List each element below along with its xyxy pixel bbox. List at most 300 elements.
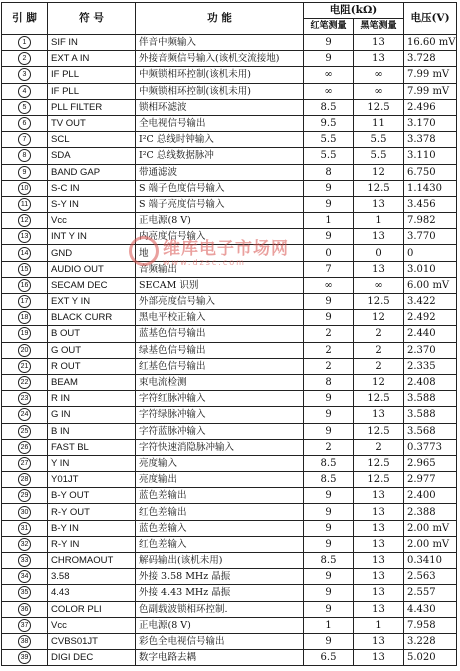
voltage-cell: 0: [404, 245, 457, 261]
red-probe-cell: ∞: [304, 83, 354, 99]
red-probe-cell: ∞: [304, 277, 354, 293]
function-cell: 字符快速消隐脉冲输入: [136, 439, 304, 455]
red-probe-cell: 9: [304, 51, 354, 67]
symbol-cell: 4.43: [48, 585, 136, 601]
table-row: [2, 115, 457, 131]
pin-number-badge: 37: [18, 619, 31, 632]
pin-number-badge: 4: [18, 85, 31, 98]
pin-number-badge: 19: [18, 327, 31, 340]
voltage-cell: 3.456: [404, 196, 457, 212]
function-cell: 正电源(8 V): [136, 617, 304, 633]
symbol-cell: Vcc: [48, 617, 136, 633]
header-function: 功 能: [136, 3, 304, 35]
function-cell: 带通滤波: [136, 164, 304, 180]
pin-cell: [2, 35, 48, 51]
function-cell: 字符绿脉冲输入: [136, 407, 304, 423]
red-probe-cell: 9: [304, 196, 354, 212]
black-probe-cell: 13: [354, 650, 404, 666]
pin-number-badge: 10: [18, 182, 31, 195]
voltage-cell: 3.378: [404, 132, 457, 148]
voltage-cell: 2.00 mV: [404, 536, 457, 552]
voltage-cell: 2.400: [404, 488, 457, 504]
symbol-cell: Vcc: [48, 213, 136, 229]
symbol-cell: GND: [48, 245, 136, 261]
pin-cell: [2, 342, 48, 358]
function-cell: 蓝基色信号输出: [136, 326, 304, 342]
table-row: [2, 245, 457, 261]
function-cell: 亮度输入: [136, 455, 304, 471]
pin-cell: [2, 261, 48, 277]
pin-cell: [2, 472, 48, 488]
symbol-cell: B OUT: [48, 326, 136, 342]
function-cell: 地: [136, 245, 304, 261]
symbol-cell: S-C IN: [48, 180, 136, 196]
red-probe-cell: 1: [304, 617, 354, 633]
voltage-cell: 3.588: [404, 391, 457, 407]
voltage-cell: 2.440: [404, 326, 457, 342]
pin-number-badge: 18: [18, 311, 31, 324]
function-cell: SECAM 识别: [136, 277, 304, 293]
black-probe-cell: 12.5: [354, 455, 404, 471]
table-row: [2, 164, 457, 180]
function-cell: 红色差输出: [136, 504, 304, 520]
header-voltage: 电压(V): [404, 3, 457, 35]
red-probe-cell: 8.5: [304, 455, 354, 471]
black-probe-cell: 13: [354, 35, 404, 51]
symbol-cell: IF PLL: [48, 83, 136, 99]
pin-cell: [2, 148, 48, 164]
function-cell: 字符红脉冲输入: [136, 391, 304, 407]
table-body: [2, 35, 457, 666]
pin-cell: [2, 51, 48, 67]
pin-number-badge: 7: [18, 133, 31, 146]
symbol-cell: SDA: [48, 148, 136, 164]
pin-number-badge: 17: [18, 295, 31, 308]
function-cell: 内亮度信号输入: [136, 229, 304, 245]
pin-cell: [2, 310, 48, 326]
voltage-cell: 2.977: [404, 472, 457, 488]
red-probe-cell: 9: [304, 520, 354, 536]
function-cell: 数字电路去耦: [136, 650, 304, 666]
pin-cell: [2, 633, 48, 649]
pin-cell: [2, 488, 48, 504]
function-cell: 中频锁相环控制(该机未用): [136, 67, 304, 83]
red-probe-cell: 2: [304, 342, 354, 358]
header-red-probe: 红笔测量: [304, 19, 354, 35]
pin-cell: [2, 553, 48, 569]
black-probe-cell: 2: [354, 439, 404, 455]
table-row: [2, 423, 457, 439]
red-probe-cell: 7: [304, 261, 354, 277]
pin-number-badge: 34: [18, 570, 31, 583]
voltage-cell: 3.170: [404, 115, 457, 131]
table-row: [2, 439, 457, 455]
table-header: [2, 3, 457, 35]
pin-number-badge: 9: [18, 166, 31, 179]
black-probe-cell: 13: [354, 488, 404, 504]
black-probe-cell: 13: [354, 504, 404, 520]
table-row: [2, 553, 457, 569]
watermark-title: 维库电子市场网: [163, 239, 289, 259]
black-probe-cell: 12: [354, 310, 404, 326]
pin-number-badge: 26: [18, 441, 31, 454]
pin-cell: [2, 601, 48, 617]
pin-number-badge: 35: [18, 586, 31, 599]
pin-cell: [2, 83, 48, 99]
symbol-cell: G OUT: [48, 342, 136, 358]
voltage-cell: 0.3410: [404, 553, 457, 569]
pin-cell: [2, 67, 48, 83]
table-row: [2, 261, 457, 277]
pin-cell: [2, 520, 48, 536]
black-probe-cell: 12.5: [354, 391, 404, 407]
voltage-cell: 3.010: [404, 261, 457, 277]
pin-number-badge: 20: [18, 344, 31, 357]
symbol-cell: G IN: [48, 407, 136, 423]
pin-number-badge: 1: [18, 36, 31, 49]
black-probe-cell: 12.5: [354, 423, 404, 439]
voltage-cell: 3.422: [404, 294, 457, 310]
red-probe-cell: 6.5: [304, 650, 354, 666]
table-row: [2, 488, 457, 504]
pin-number-badge: 14: [18, 247, 31, 260]
voltage-cell: 2.370: [404, 342, 457, 358]
red-probe-cell: 9: [304, 601, 354, 617]
red-probe-cell: 1: [304, 213, 354, 229]
function-cell: 蓝色差输入: [136, 520, 304, 536]
voltage-cell: 6.00 mV: [404, 277, 457, 293]
red-probe-cell: 9: [304, 504, 354, 520]
function-cell: 全电视信号输出: [136, 115, 304, 131]
pin-cell: [2, 196, 48, 212]
symbol-cell: B-Y IN: [48, 520, 136, 536]
voltage-cell: 7.958: [404, 617, 457, 633]
pin-cell: [2, 536, 48, 552]
symbol-cell: 3.58: [48, 569, 136, 585]
voltage-cell: 0.3773: [404, 439, 457, 455]
pin-number-badge: 25: [18, 425, 31, 438]
red-probe-cell: 9: [304, 391, 354, 407]
red-probe-cell: 9: [304, 536, 354, 552]
pin-cell: [2, 180, 48, 196]
table-row: [2, 520, 457, 536]
black-probe-cell: 13: [354, 601, 404, 617]
black-probe-cell: ∞: [354, 277, 404, 293]
table-row: [2, 213, 457, 229]
black-probe-cell: 13: [354, 633, 404, 649]
symbol-cell: SIF IN: [48, 35, 136, 51]
symbol-cell: R-Y IN: [48, 536, 136, 552]
function-cell: 黑电平校正输入: [136, 310, 304, 326]
pin-number-badge: 2: [18, 52, 31, 65]
pin-number-badge: 27: [18, 457, 31, 470]
pin-number-badge: 31: [18, 522, 31, 535]
symbol-cell: B IN: [48, 423, 136, 439]
pin-number-badge: 29: [18, 489, 31, 502]
function-cell: 外接音频信号输入(该机交流接地): [136, 51, 304, 67]
pin-number-badge: 23: [18, 392, 31, 405]
pin-cell: [2, 164, 48, 180]
function-cell: 外接 3.58 MHz 晶振: [136, 569, 304, 585]
voltage-cell: 2.496: [404, 99, 457, 115]
function-cell: 绿基色信号输出: [136, 342, 304, 358]
voltage-cell: 3.568: [404, 423, 457, 439]
table-row: [2, 180, 457, 196]
symbol-cell: CVBS01JT: [48, 633, 136, 649]
black-probe-cell: 5.5: [354, 132, 404, 148]
pin-cell: [2, 132, 48, 148]
black-probe-cell: 12.5: [354, 99, 404, 115]
table-row: [2, 196, 457, 212]
table-row: [2, 472, 457, 488]
function-cell: 锁相环滤波: [136, 99, 304, 115]
symbol-cell: R IN: [48, 391, 136, 407]
voltage-cell: 16.60 mV: [404, 35, 457, 51]
header-pin: 引 脚: [2, 3, 48, 35]
table-row: [2, 569, 457, 585]
black-probe-cell: 12.5: [354, 180, 404, 196]
symbol-cell: B-Y OUT: [48, 488, 136, 504]
pin-cell: [2, 650, 48, 666]
red-probe-cell: 8.5: [304, 553, 354, 569]
pin-cell: [2, 277, 48, 293]
pin-cell: [2, 569, 48, 585]
black-probe-cell: 11: [354, 115, 404, 131]
red-probe-cell: 9.5: [304, 115, 354, 131]
pin-number-badge: 30: [18, 506, 31, 519]
voltage-cell: 7.99 mV: [404, 67, 457, 83]
voltage-cell: 2.408: [404, 374, 457, 390]
black-probe-cell: 12.5: [354, 472, 404, 488]
black-probe-cell: 13: [354, 553, 404, 569]
black-probe-cell: ∞: [354, 67, 404, 83]
pin-function-table: [1, 2, 457, 666]
symbol-cell: DIGI DEC: [48, 650, 136, 666]
black-probe-cell: 0: [354, 245, 404, 261]
voltage-cell: 6.750: [404, 164, 457, 180]
pin-number-badge: 28: [18, 473, 31, 486]
voltage-cell: 3.110: [404, 148, 457, 164]
voltage-cell: 2.557: [404, 585, 457, 601]
header-resistance: 电阻(kΩ): [304, 3, 404, 19]
table-row: [2, 229, 457, 245]
symbol-cell: COLOR PLI: [48, 601, 136, 617]
black-probe-cell: 13: [354, 585, 404, 601]
symbol-cell: EXT Y IN: [48, 294, 136, 310]
red-probe-cell: 9: [304, 569, 354, 585]
red-probe-cell: 2: [304, 358, 354, 374]
pin-cell: [2, 213, 48, 229]
table-row: [2, 455, 457, 471]
black-probe-cell: 13: [354, 51, 404, 67]
voltage-cell: 4.430: [404, 601, 457, 617]
pin-cell: [2, 585, 48, 601]
table-row: [2, 51, 457, 67]
red-probe-cell: 9: [304, 585, 354, 601]
function-cell: 亮度输出: [136, 472, 304, 488]
function-cell: 音频输出: [136, 261, 304, 277]
table-row: [2, 374, 457, 390]
black-probe-cell: 13: [354, 229, 404, 245]
function-cell: 外接 4.43 MHz 晶振: [136, 585, 304, 601]
table-row: [2, 294, 457, 310]
red-probe-cell: 9: [304, 294, 354, 310]
red-probe-cell: 9: [304, 423, 354, 439]
table-row: [2, 342, 457, 358]
voltage-cell: 2.388: [404, 504, 457, 520]
symbol-cell: IF PLL: [48, 67, 136, 83]
red-probe-cell: 9: [304, 35, 354, 51]
table-row: [2, 504, 457, 520]
pin-number-badge: 38: [18, 635, 31, 648]
table-row: [2, 585, 457, 601]
black-probe-cell: 1: [354, 617, 404, 633]
black-probe-cell: 13: [354, 196, 404, 212]
function-cell: 蓝色差输出: [136, 488, 304, 504]
function-cell: 正电源(8 V): [136, 213, 304, 229]
symbol-cell: BEAM: [48, 374, 136, 390]
pin-number-badge: 3: [18, 68, 31, 81]
function-cell: 彩色全电视信号输出: [136, 633, 304, 649]
black-probe-cell: 12: [354, 374, 404, 390]
pin-cell: [2, 391, 48, 407]
symbol-cell: Y IN: [48, 455, 136, 471]
table-row: [2, 536, 457, 552]
black-probe-cell: 12.5: [354, 294, 404, 310]
symbol-cell: SCL: [48, 132, 136, 148]
function-cell: I²C 总线数据脉冲: [136, 148, 304, 164]
pin-number-badge: 11: [18, 198, 31, 211]
voltage-cell: 1.1430: [404, 180, 457, 196]
pin-cell: [2, 374, 48, 390]
symbol-cell: SECAM DEC: [48, 277, 136, 293]
symbol-cell: Y01JT: [48, 472, 136, 488]
voltage-cell: 3.228: [404, 633, 457, 649]
red-probe-cell: 2: [304, 439, 354, 455]
pin-number-badge: 13: [18, 230, 31, 243]
red-probe-cell: 9: [304, 488, 354, 504]
symbol-cell: R-Y OUT: [48, 504, 136, 520]
black-probe-cell: 5.5: [354, 148, 404, 164]
symbol-cell: EXT A IN: [48, 51, 136, 67]
voltage-cell: 3.728: [404, 51, 457, 67]
voltage-cell: 2.563: [404, 569, 457, 585]
symbol-cell: BAND GAP: [48, 164, 136, 180]
pin-cell: [2, 358, 48, 374]
pin-number-badge: 33: [18, 554, 31, 567]
black-probe-cell: 13: [354, 536, 404, 552]
watermark-url: www.dzsc.com: [163, 258, 246, 267]
pin-table-sheet: [1, 2, 456, 668]
table-row: [2, 67, 457, 83]
voltage-cell: 2.00 mV: [404, 520, 457, 536]
function-cell: 中频锁相环控制(该机未用): [136, 83, 304, 99]
voltage-cell: 5.020: [404, 650, 457, 666]
red-probe-cell: 9: [304, 180, 354, 196]
function-cell: I²C 总线时钟输入: [136, 132, 304, 148]
voltage-cell: 3.588: [404, 407, 457, 423]
function-cell: 红色差输入: [136, 536, 304, 552]
pin-cell: [2, 294, 48, 310]
red-probe-cell: 9: [304, 407, 354, 423]
pin-cell: [2, 99, 48, 115]
function-cell: 伴音中频输入: [136, 35, 304, 51]
symbol-cell: CHROMAOUT: [48, 553, 136, 569]
black-probe-cell: 12: [354, 164, 404, 180]
black-probe-cell: 13: [354, 520, 404, 536]
table-row: [2, 83, 457, 99]
function-cell: 束电流检测: [136, 374, 304, 390]
table-row: [2, 617, 457, 633]
red-probe-cell: 2: [304, 326, 354, 342]
pin-number-badge: 8: [18, 149, 31, 162]
pin-cell: [2, 617, 48, 633]
pin-cell: [2, 423, 48, 439]
table-row: [2, 277, 457, 293]
table-row: [2, 148, 457, 164]
voltage-cell: 2.335: [404, 358, 457, 374]
table-row: [2, 633, 457, 649]
voltage-cell: 7.99 mV: [404, 83, 457, 99]
table-row: [2, 310, 457, 326]
pin-number-badge: 5: [18, 101, 31, 114]
pin-cell: [2, 326, 48, 342]
red-probe-cell: ∞: [304, 67, 354, 83]
table-row: [2, 650, 457, 666]
pin-number-badge: 15: [18, 263, 31, 276]
table-row: [2, 601, 457, 617]
pin-number-badge: 6: [18, 117, 31, 130]
black-probe-cell: 2: [354, 326, 404, 342]
voltage-cell: 3.770: [404, 229, 457, 245]
voltage-cell: 2.965: [404, 455, 457, 471]
function-cell: S 端子色度信号输入: [136, 180, 304, 196]
symbol-cell: S-Y IN: [48, 196, 136, 212]
black-probe-cell: 2: [354, 358, 404, 374]
red-probe-cell: 9: [304, 310, 354, 326]
black-probe-cell: ∞: [354, 83, 404, 99]
table-row: [2, 407, 457, 423]
pin-cell: [2, 504, 48, 520]
function-cell: 红基色信号输出: [136, 358, 304, 374]
pin-cell: [2, 245, 48, 261]
pin-number-badge: 22: [18, 376, 31, 389]
symbol-cell: BLACK CURR: [48, 310, 136, 326]
function-cell: 色副载波锁相环控制.: [136, 601, 304, 617]
black-probe-cell: 1: [354, 213, 404, 229]
red-probe-cell: 5.5: [304, 148, 354, 164]
black-probe-cell: 13: [354, 261, 404, 277]
red-probe-cell: 8.5: [304, 99, 354, 115]
red-probe-cell: 5.5: [304, 132, 354, 148]
red-probe-cell: 8: [304, 374, 354, 390]
pin-cell: [2, 115, 48, 131]
voltage-cell: 2.492: [404, 310, 457, 326]
pin-number-badge: 36: [18, 603, 31, 616]
red-probe-cell: 9: [304, 633, 354, 649]
red-probe-cell: 9: [304, 229, 354, 245]
function-cell: 解码输出(该机未用): [136, 553, 304, 569]
red-probe-cell: 0: [304, 245, 354, 261]
black-probe-cell: 13: [354, 407, 404, 423]
pin-number-badge: 16: [18, 279, 31, 292]
voltage-cell: 7.982: [404, 213, 457, 229]
pin-number-badge: 32: [18, 538, 31, 551]
black-probe-cell: 13: [354, 569, 404, 585]
symbol-cell: FAST BL: [48, 439, 136, 455]
pin-cell: [2, 455, 48, 471]
function-cell: S 端子亮度信号输入: [136, 196, 304, 212]
